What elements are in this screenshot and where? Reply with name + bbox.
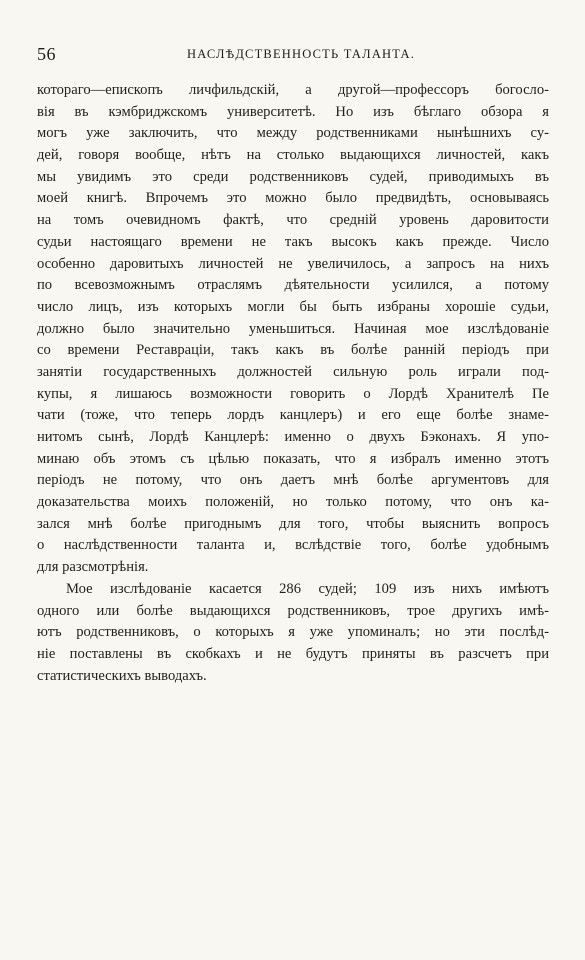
text-line: купы, я лишаюсь возможности говорить о Лордѣ Хранителѣ Пе: [37, 385, 549, 402]
text-line: чати (тоже, что теперь лордъ канцлеръ) и его еще болѣе знаме-: [37, 407, 549, 424]
text-line: ютъ родственниковъ, о которыхъ я уже упоминалъ; но эти послѣд-: [37, 624, 549, 641]
running-title: НАСЛѢДСТВЕННОСТЬ ТАЛАНТА.: [187, 47, 416, 61]
text-line: о наслѣдственности таланта и, вслѣдствіе того, болѣе удобнымъ: [37, 537, 549, 554]
text-line: число лицъ, изъ которыхъ могли бы быть избраны хорошіе судьи,: [37, 298, 549, 315]
text-line: зался мнѣ болѣе пригоднымъ для того, чтобы выяснить вопросъ: [37, 515, 549, 532]
page-number: 56: [37, 44, 56, 64]
body-text: [37, 80, 549, 687]
text-line: мы увидимъ это среди родственниковъ судей, приводимыхъ въ: [37, 168, 549, 185]
text-line: ніе поставлены въ скобкахъ и не будутъ приняты въ разсчетъ при: [37, 645, 549, 662]
text-line: одного или болѣе выдающихся родственниковъ, трое другихъ имѣ-: [37, 602, 549, 619]
text-line: на томъ очевидномъ фактѣ, что средній уровень даровитости: [37, 212, 549, 229]
text-line: по всевозможнымъ отраслямъ дѣятельности усилился, а потому: [37, 277, 549, 294]
paragraph: [37, 579, 549, 687]
text-line: статистическихъ выводахъ.: [37, 667, 207, 684]
text-line: вія въ кэмбриджскомъ университетѣ. Но изъ бѣглаго обзора я: [37, 103, 549, 120]
text-line: минаю объ этомъ съ цѣлью показать, что я избралъ именно этотъ: [37, 450, 549, 467]
text-line: должно было значительно уменьшиться. Начиная мое изслѣдованіе: [37, 320, 549, 337]
text-line: могъ уже заключить, что между родственниками нынѣшнихъ су-: [37, 125, 549, 142]
text-line: занятіи государственныхъ должностей сильную роль играли под-: [37, 363, 549, 380]
text-line: котораго—епископъ личфильдскій, а другой—профессоръ богосло-: [37, 82, 549, 98]
text-line: періодъ не потому, что онъ даетъ мнѣ болѣе аргументовъ для: [37, 472, 549, 489]
page-header: [37, 44, 549, 66]
text-line: дей, говоря вообще, нѣтъ на столько выдающихся личностей, какъ: [37, 147, 549, 164]
text-line: со времени Реставраціи, такъ какъ въ болѣе ранній періодъ при: [37, 342, 549, 359]
text-line: для разсмотрѣнія.: [37, 559, 149, 576]
text-line: нитомъ сынѣ, Лордѣ Канцлерѣ: именно о двухъ Бэконахъ. Я упо-: [37, 429, 549, 445]
text-line: судьи настоящаго времени не такъ высокъ какъ прежде. Число: [37, 233, 549, 250]
paragraph: [37, 80, 549, 579]
text-line: особенно даровитыхъ личностей не увеличилось, а запросъ на нихъ: [37, 255, 549, 272]
text-line: моей книгѣ. Впрочемъ это можно было предвидѣть, основываясь: [37, 190, 549, 207]
text-line: Мое изслѣдованіе касается 286 судей; 109 изъ нихъ имѣютъ: [66, 580, 549, 597]
text-line: доказательства моихъ положеній, но только потому, что онъ ка-: [37, 494, 549, 511]
